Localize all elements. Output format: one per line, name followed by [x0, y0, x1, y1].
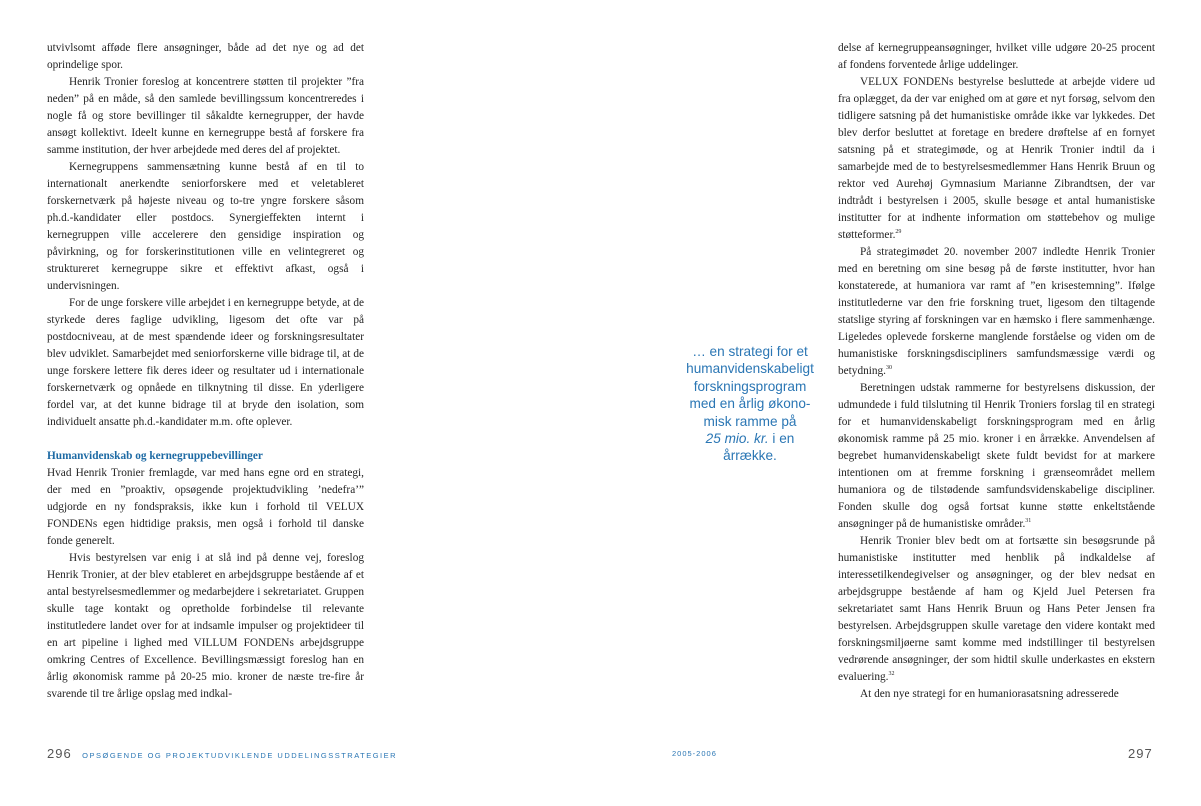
paragraph	[838, 686, 1155, 703]
footer-left	[47, 745, 397, 763]
paragraph	[838, 40, 1155, 74]
pull-quote-line: humanvidenskabeligt	[686, 361, 814, 377]
footnote-ref[interactable]: 31	[1025, 518, 1032, 525]
paragraph: Henrik Tronier foreslog at koncentrere støtten til projekter ”fra neden” på en måde, så den samlede bevillingssum koncentreredes i nogle få og store bevillinger til såkaldte kernegrupper, der havde ansøgt kollektivt. Ideelt kunne en kernegruppe bestå af forskere fra samme institution, der hver arbejdede med deres del af projektet.	[47, 76, 364, 156]
paragraph-text: På strategimødet 20. november 2007 indledte Henrik Tronier med en beretning om sine besøg på de første institutter, hvor han konstaterede, at humaniora var ramt af ”en krisestemning”. Ifølge institutlederne var den frie forskning truet, ligesom den tiltagende statslige styring af forskningen var en hæmsko i flere sammenhænge. Ligeledes oplevede forskerne manglende forståelse og viden om de humanistiske forskningsdiscipliners samfundsmæssige værdi og betydning.	[838, 246, 1155, 377]
page-number-right: 297	[1128, 746, 1153, 761]
footer-right	[1128, 745, 1153, 763]
pull-quote-line: … en strategi for et	[692, 344, 808, 359]
right-text-column	[838, 40, 1155, 703]
pull-quote-line: forskningsprogram	[693, 378, 807, 394]
paragraph: Hvad Henrik Tronier fremlagde, var med hans egne ord en strategi, der med en ”proaktiv, opsøgende projektudvikling ’nedefra’” udgjorde en ny fondspraksis, ikke kun i forhold til VELUX FONDENs egen hidtidige praksis, men også i forhold til danske fonde generelt.	[47, 467, 364, 547]
pull-quote-line: misk ramme på	[703, 413, 797, 429]
footnote-ref[interactable]: 29	[895, 229, 902, 236]
paragraph-text: At den nye strategi for en humaniorasatsning adresserede	[860, 688, 1119, 700]
pull-quote-line: årrække.	[723, 448, 777, 464]
pull-quote	[672, 343, 828, 465]
section-heading: Humanvidenskab og kernegruppebevillinger	[47, 450, 263, 462]
footer-period: 2005-2006	[672, 749, 717, 758]
paragraph-text: delse af kernegruppeansøgninger, hvilket ville udgøre 20-25 procent af fondens forventede årlige uddelinger.	[838, 42, 1155, 71]
pull-quote-emphasis: 25 mio. kr.	[705, 431, 769, 447]
paragraph	[838, 244, 1155, 380]
footnote-ref[interactable]: 30	[886, 365, 893, 372]
paragraph: Hvis bestyrelsen var enig i at slå ind på denne vej, foreslog Henrik Tronier, at der blev etableret en arbejdsgruppe bestående af et antal bestyrelsesmedlemmer og medarbejdere i sekretariatet. Gruppen skulle tage kontakt og opretholde forbindelse til relevante institutledere landet over for at indsamle impulser og projektideer til en art pipeline i lighed med VILLUM FONDENs arbejdsgruppe omkring Centres of Excellence. Bevillingsmæssigt foreslog han en årlig økonomisk ramme på 20-25 mio. kroner de næste tre-fire år svarende til tre årlige opslag med indkal-	[47, 552, 364, 700]
left-text-column	[47, 40, 364, 703]
pull-quote-line: med en årlig økono-	[689, 396, 811, 412]
paragraph-text: VELUX FONDENs bestyrelse besluttede at arbejde videre ud fra oplægget, da der var enighed om at gøre et nyt forsøg, selvom den tidligere satsning på det humanistiske område ikke var lykkedes. Det blev derfor besluttet at foretage en bredere drøftelse af en fornyet satsning på et strategimøde, og at Henrik Tronier indtil da i samarbejde med de to bestyrelsesmedlemmer Hans Henrik Bruun og rektor ved Aurehøj Gymnasium Marianne Zibrandtsen, der var indtrådt i bestyrelsen i 2005, skulle besøge et antal humanistiske institutter for at indhente information om støttebehov og mulige støtteformer.	[838, 76, 1155, 241]
pull-quote-line	[672, 430, 828, 447]
paragraph	[838, 74, 1155, 244]
paragraph-text: Henrik Tronier blev bedt om at fortsætte sin besøgsrunde på humanistiske institutter med henblik på indkaldelse af interessetilkendegivelser og ansøgninger, og der blev nedsat en arbejdsgruppe bestående af ham og Kjeld Juel Petersen fra sekretariatet samt Hans Henrik Bruun og Hans Peter Jensen fra bestyrelsen. Arbejdsgruppen skulle varetage den videre kontakt med forskningsmiljøerne samt komme med indstillinger til bestyrelsen vedrørende ansøgninger, der som hidtil skulle underkastes en ekstern evaluering.	[838, 535, 1155, 683]
running-head: OPSØGENDE OG PROJEKTUDVIKLENDE UDDELINGSSTRATEGIER	[82, 751, 398, 760]
footnote-ref[interactable]: 32	[888, 671, 895, 678]
paragraph: Kernegruppens sammensætning kunne bestå af en til to internationalt anerkendte seniorforskere med et veletableret forskernetværk på højeste niveau og to-tre yngre forskere såsom ph.d.-kandidater eller postdocs. Synergieffekten internt i kernegruppen ville accelerere den gensidige inspiration og påvirkning, og for forskerinstitutionen ville en velintegreret og struktureret kernegruppe sikre et effektivt afkast, også i undervisningen.	[47, 161, 364, 292]
pull-quote-text: i en	[768, 431, 795, 447]
paragraph: utvivlsomt afføde flere ansøgninger, både ad det nye og ad det oprindelige spor.	[47, 42, 364, 71]
paragraph	[838, 380, 1155, 533]
page-number-left: 296	[47, 746, 72, 761]
paragraph-text: Beretningen udstak rammerne for bestyrelsens diskussion, der udmundede i fuld tilslutning til Henrik Troniers forslag til en strategi for et humanvidenskabeligt forskningsprogram med en årlig økonomisk ramme på 25 mio. kroner i en årrække. Anvendelsen af begrebet humanvidenskabeligt skete fuldt bevidst for at markere intentionen om at fremme forskning i grænseområdet mellem humaniora og de tilstødende samfundsvidenskabelige discipliner. Fonden skulle dog også fortsat kunne støtte enkeltstående ansøgninger på de humanistiske områder.	[838, 382, 1155, 530]
paragraph: For de unge forskere ville arbejdet i en kernegruppe betyde, at de styrkede deres faglige udvikling, ligesom det ofte var på postdocniveau, at de mest spændende ideer og forskningsresultater blev udviklet. Samarbejdet med seniorforskerne ville bidrage til, at de unge forskere lettere fik deres ideer og resultater ud i internationale forskernetværk og opnåede en tilknytning til disse. En yderligere fordel var, at det kunne bidrage til at bryde den isolation, som individuelt ansatte ph.d.-kandidater m.m. ofte oplever.	[47, 297, 364, 428]
paragraph	[838, 533, 1155, 686]
